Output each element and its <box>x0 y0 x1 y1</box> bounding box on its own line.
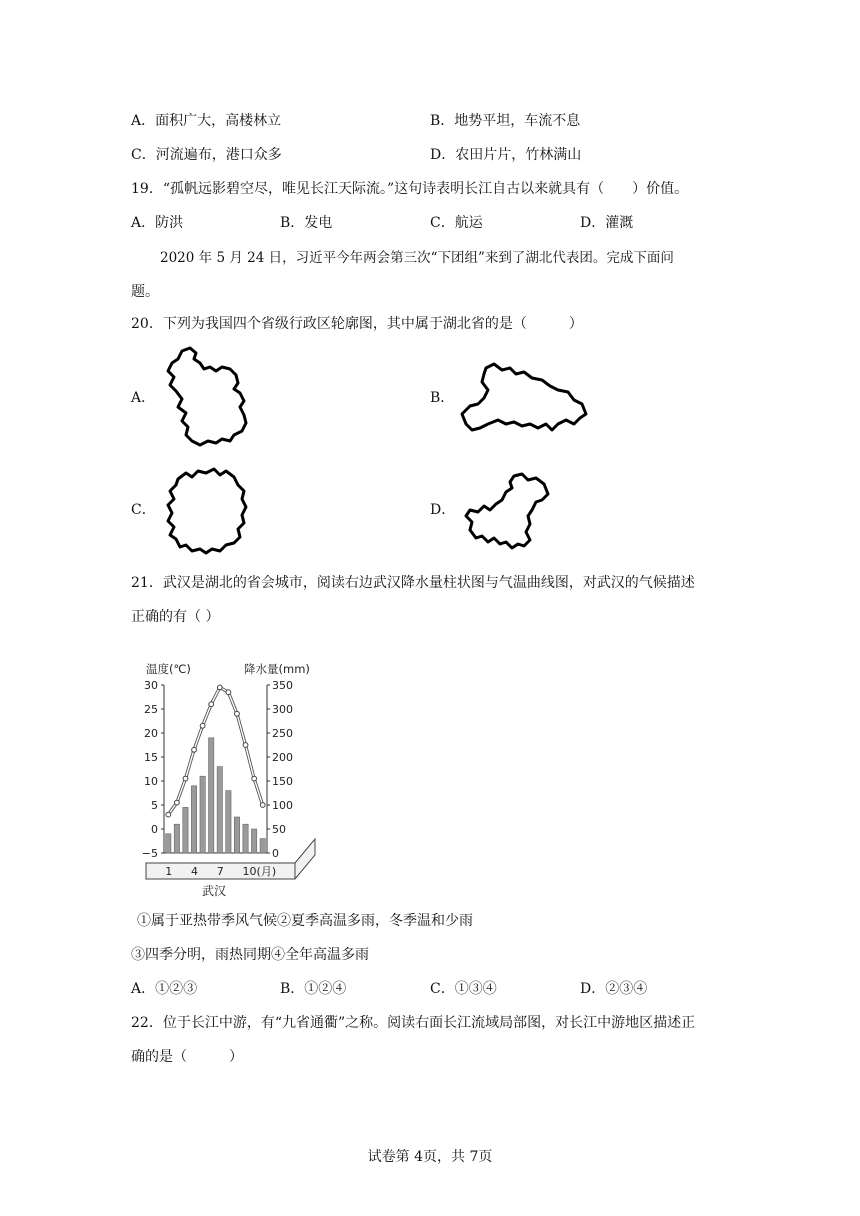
q19-option-d: D．灌溉 <box>580 215 634 231</box>
precip-bar <box>191 786 196 853</box>
province-outline-b <box>458 362 588 437</box>
temp-tick-label: −5 <box>141 847 158 860</box>
q21-option-a: A．①②③ <box>131 981 198 997</box>
precip-bar <box>260 839 265 853</box>
q19-stem: 19．“孤帆远影碧空尽，唯见长江天际流。”这句诗表明长江自古以来就具有（ ）价值。 <box>131 181 689 197</box>
q20-stem: 20．下列为我国四个省级行政区轮廓图，其中属于湖北省的是（ ） <box>131 316 583 332</box>
context-line-1: 2020 年 5 月 24 日，习近平今年两会第三次“下团组”来到了湖北代表团。完成下面问 <box>160 250 674 266</box>
precip-tick-label: 50 <box>272 823 286 836</box>
precip-bar <box>243 824 248 853</box>
x-tick-label: 1 <box>165 865 173 878</box>
q20-label-a: A． <box>131 390 156 406</box>
precip-tick-label: 150 <box>272 775 293 788</box>
precip-bar <box>226 791 231 853</box>
temp-tick-label: 0 <box>151 823 158 836</box>
q18-option-b: B．地势平坦，车流不息 <box>430 113 581 129</box>
precip-bar <box>217 767 222 853</box>
province-outline-a <box>160 345 260 450</box>
temp-tick-label: 30 <box>144 679 158 692</box>
precip-tick-label: 300 <box>272 703 293 716</box>
temp-tick-label: 25 <box>144 703 158 716</box>
q21-option-d: D．②③④ <box>580 981 648 997</box>
temp-tick-label: 5 <box>151 799 158 812</box>
precip-bar <box>234 817 239 853</box>
temperature-point <box>192 747 197 752</box>
context-line-2: 题。 <box>131 284 159 300</box>
q20-label-d: D． <box>430 502 456 518</box>
temperature-point <box>200 723 205 728</box>
precip-tick-label: 0 <box>272 847 279 860</box>
chart-city-label: 武汉 <box>202 884 227 898</box>
x-tick-label: 7 <box>216 865 224 878</box>
temperature-point <box>183 776 188 781</box>
precip-bar <box>166 834 171 853</box>
precip-bar <box>183 807 188 853</box>
q21-option-b: B．①②④ <box>280 981 347 997</box>
q22-stem-line-2: 确的是（ ） <box>131 1049 243 1065</box>
q21-stem-line-1: 21．武汉是湖北的省会城市，阅读右边武汉降水量柱状图与气温曲线图，对武汉的气候描述 <box>131 575 695 591</box>
temp-tick-label: 10 <box>144 775 158 788</box>
temperature-curve-outer <box>168 687 262 814</box>
q22-stem-line-1: 22．位于长江中游，有“九省通衢”之称。阅读右面长江流域局部图，对长江中游地区描述正 <box>131 1015 696 1031</box>
q18-option-d: D．农田片片，竹林满山 <box>430 147 582 163</box>
q18-option-c: C．河流遍布，港口众多 <box>131 147 282 163</box>
temperature-point <box>217 685 222 690</box>
x-tick-label: 10(月) <box>242 865 277 878</box>
precip-tick-label: 100 <box>272 799 293 812</box>
temperature-point <box>166 812 171 817</box>
temperature-point <box>252 776 257 781</box>
precip-tick-label: 350 <box>272 679 293 692</box>
q18-option-a: A．面积广大，高楼林立 <box>131 113 282 129</box>
q20-label-b: B． <box>430 390 455 406</box>
page-footer: 试卷第 4页，共 7页 <box>367 1149 493 1165</box>
temperature-point <box>243 743 248 748</box>
temp-tick-label: 15 <box>144 751 158 764</box>
precip-axis-title: 降水量(mm) <box>244 662 310 676</box>
temperature-point <box>235 711 240 716</box>
q19-option-a: A．防洪 <box>131 215 184 231</box>
q21-stem-line-2: 正确的有（ ） <box>131 609 220 625</box>
precip-bar <box>251 829 256 853</box>
temperature-point <box>260 803 265 808</box>
x-tick-label: 4 <box>191 865 199 878</box>
temperature-point <box>209 702 214 707</box>
temperature-point <box>174 800 179 805</box>
province-outline-d <box>462 472 554 554</box>
q19-option-c: C．航运 <box>430 215 483 231</box>
q20-label-c: C． <box>131 502 156 518</box>
wuhan-climate-chart <box>140 655 330 900</box>
temp-axis-title: 温度(℃) <box>146 662 191 676</box>
precip-bar <box>174 824 179 853</box>
precip-tick-label: 250 <box>272 727 293 740</box>
precip-bar <box>209 738 214 853</box>
precip-tick-label: 200 <box>272 751 293 764</box>
q21-option-c: C．①③④ <box>430 981 497 997</box>
temp-tick-label: 20 <box>144 727 158 740</box>
q21-statements-line-1: ①属于亚热带季风气候②夏季高温多雨，冬季温和少雨 <box>137 913 473 929</box>
precip-bar <box>200 776 205 853</box>
q21-statements-line-2: ③四季分明，雨热同期④全年高温多雨 <box>131 947 369 963</box>
temperature-point <box>226 690 231 695</box>
q19-option-b: B．发电 <box>280 215 333 231</box>
province-outline-c <box>162 465 252 557</box>
